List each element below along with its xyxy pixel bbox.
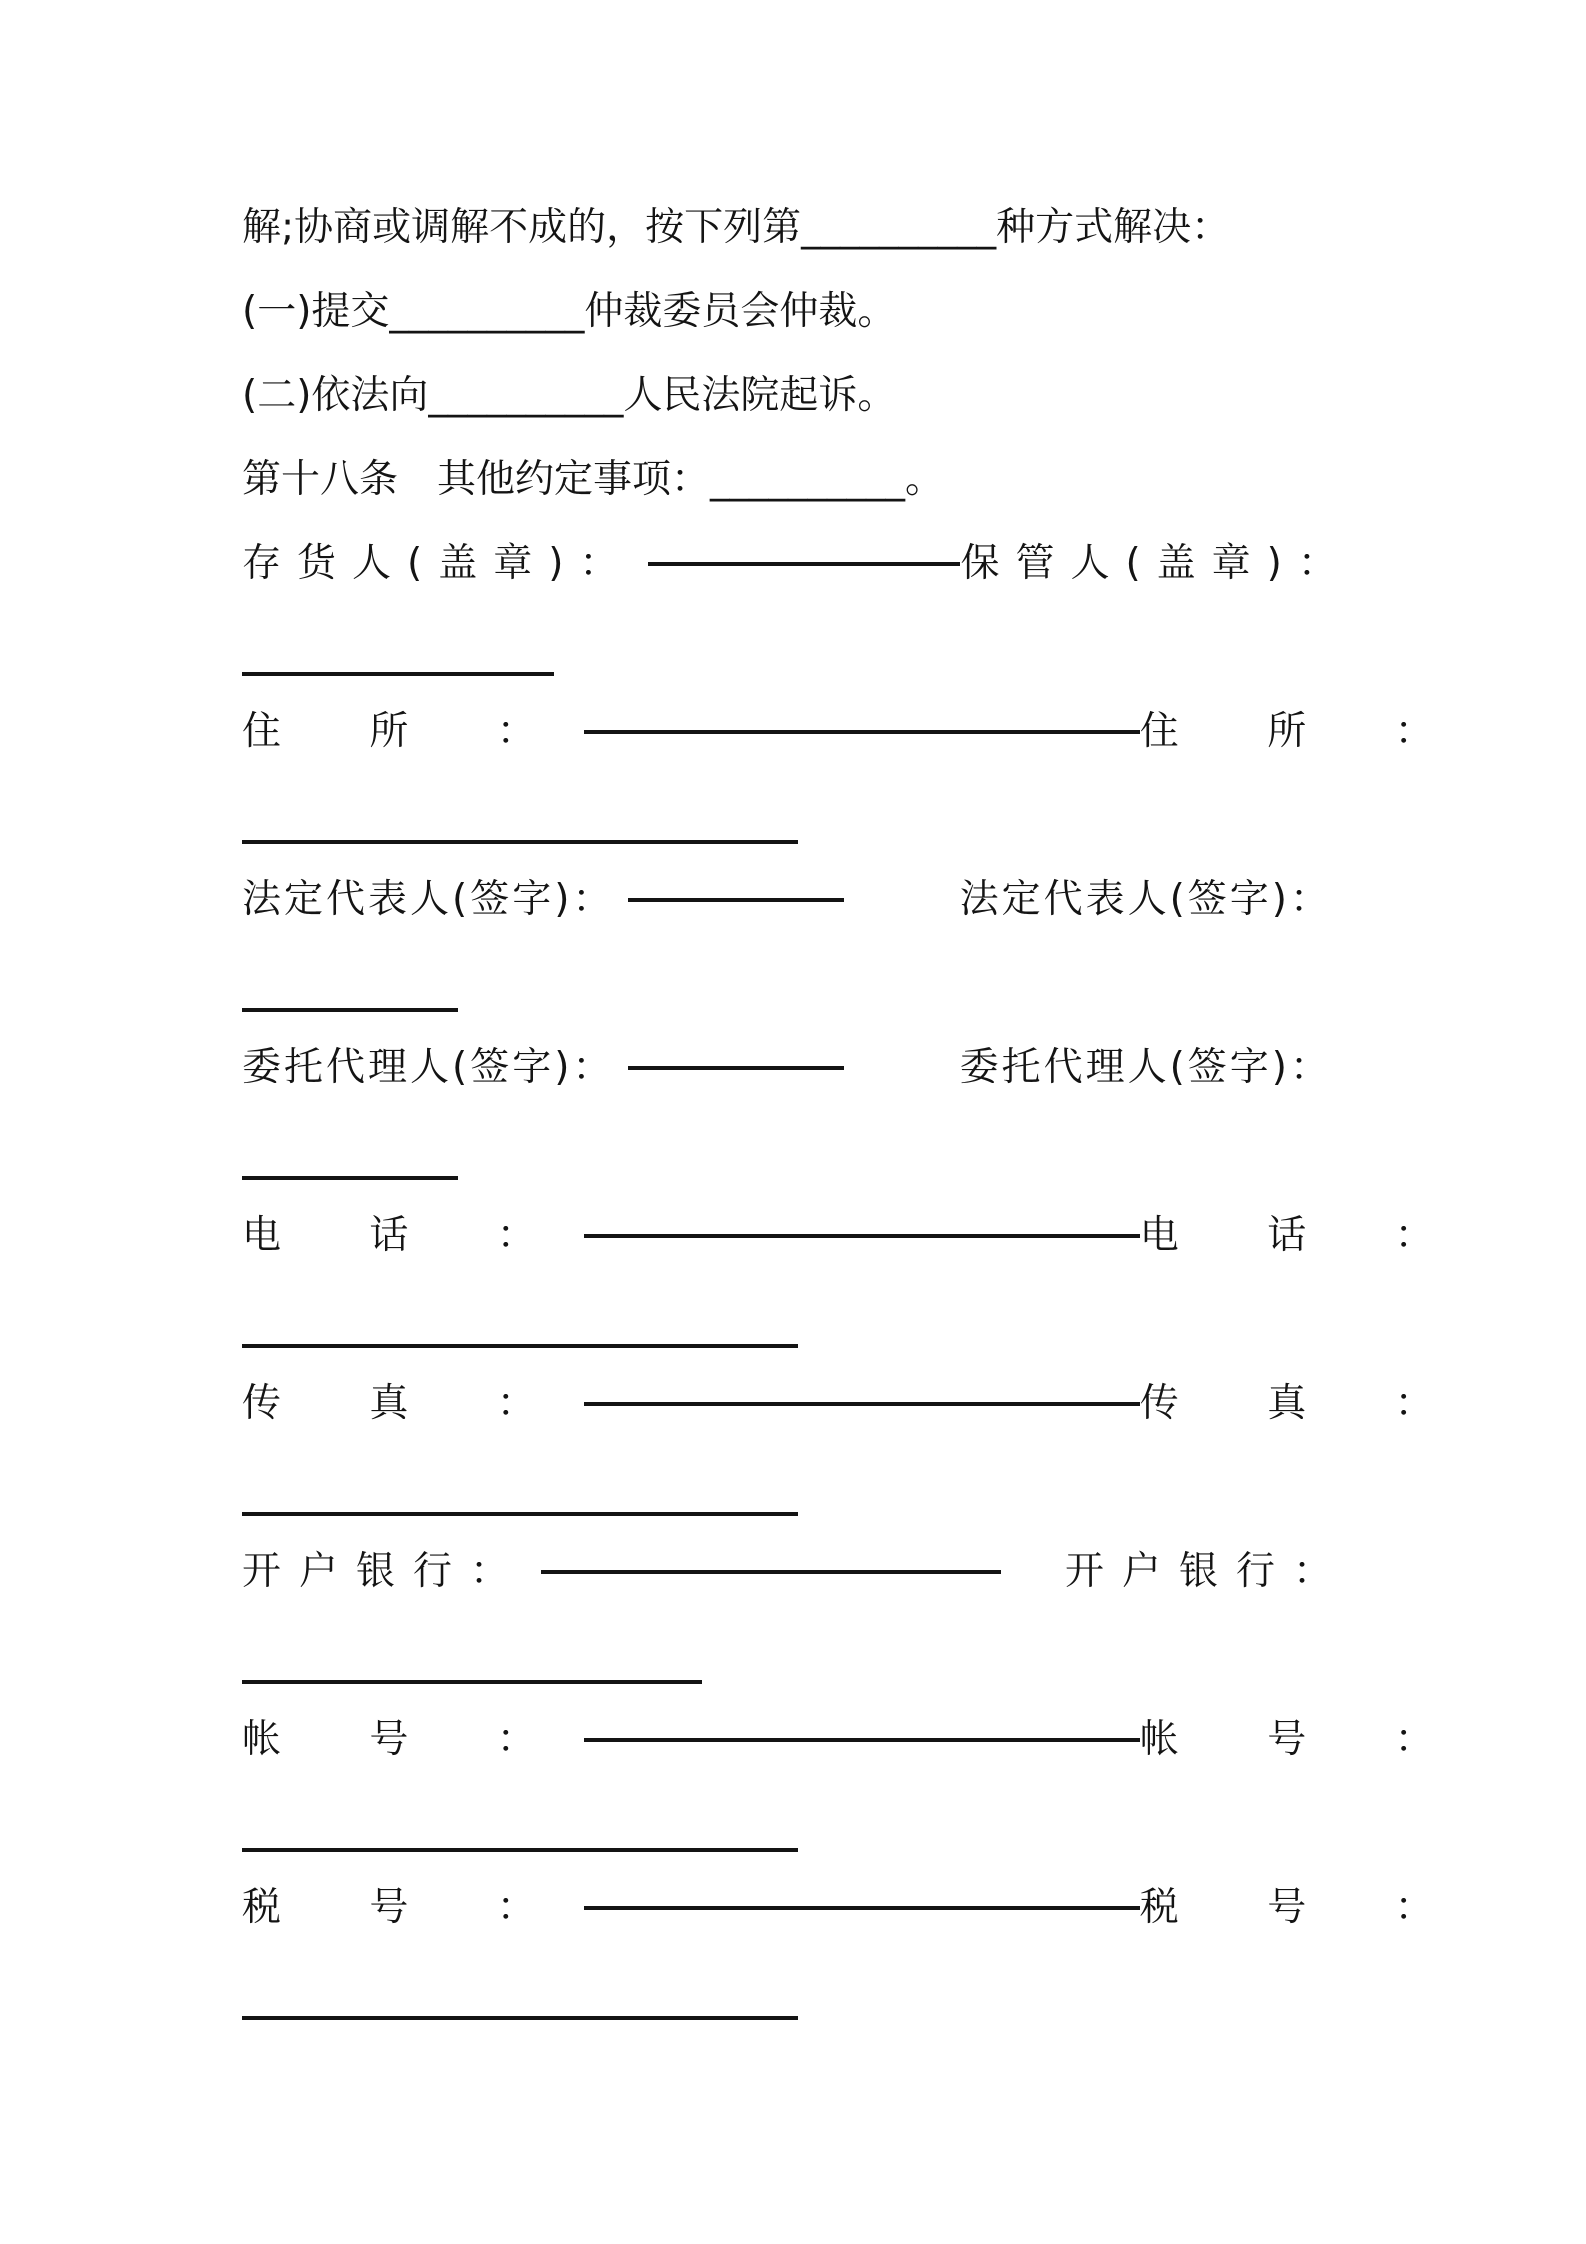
bank-label-right: 开户银行：	[1064, 1549, 1350, 1594]
account-blank-right	[242, 1848, 798, 1852]
article-18-other-terms: 第十八条 其他约定事项：__________。	[242, 457, 945, 502]
address-blank-left	[584, 730, 1140, 734]
bank-blank-right	[242, 1680, 702, 1684]
seal-row	[242, 536, 1353, 592]
agent-blank-right	[242, 1176, 458, 1180]
legal-rep-label-left: 法定代表人(签字)：	[242, 877, 615, 922]
custodian-seal-label: 保管人(盖章)：	[960, 541, 1353, 586]
phone-label-left: 电 话 ：	[242, 1213, 574, 1258]
custodian-seal-blank	[242, 672, 554, 676]
legal-rep-label-right: 法定代表人(签字)：	[959, 877, 1332, 922]
tax-row	[242, 1880, 1472, 1936]
agent-label-right: 委托代理人(签字)：	[959, 1045, 1332, 1090]
phone-label-right: 电 话 ：	[1139, 1213, 1472, 1258]
address-row	[242, 704, 1472, 760]
account-row	[242, 1712, 1472, 1768]
legal-rep-row	[242, 872, 1332, 928]
depositor-seal-label: 存货人(盖章)：	[242, 541, 635, 586]
phone-blank-right	[242, 1344, 798, 1348]
arbitration-option: (一)提交__________仲裁委员会仲裁。	[242, 289, 897, 334]
tax-label-left: 税 号 ：	[242, 1885, 574, 1930]
fax-label-right: 传 真 ：	[1139, 1381, 1472, 1426]
account-blank-left	[584, 1738, 1140, 1742]
account-label-left: 帐 号 ：	[242, 1717, 574, 1762]
depositor-seal-blank	[648, 562, 960, 566]
tax-blank-left	[584, 1906, 1140, 1910]
litigation-option: (二)依法向__________人民法院起诉。	[242, 373, 897, 418]
account-label-right: 帐 号 ：	[1139, 1717, 1472, 1762]
dispute-resolution-line: 解;协商或调解不成的，按下列第__________种方式解决：	[242, 205, 1231, 250]
tax-blank-right	[242, 2016, 798, 2020]
agent-blank-left	[628, 1066, 844, 1070]
bank-row	[242, 1544, 1350, 1600]
agent-label-left: 委托代理人(签字)：	[242, 1045, 615, 1090]
address-label-right: 住 所 ：	[1139, 709, 1472, 754]
fax-blank-right	[242, 1512, 798, 1516]
agent-row	[242, 1040, 1332, 1096]
phone-row	[242, 1208, 1472, 1264]
tax-label-right: 税 号 ：	[1139, 1885, 1472, 1930]
bank-label-left: 开户银行：	[242, 1549, 528, 1594]
address-label-left: 住 所 ：	[242, 709, 574, 754]
fax-row	[242, 1376, 1472, 1432]
fax-blank-left	[584, 1402, 1140, 1406]
legal-rep-blank-left	[628, 898, 844, 902]
address-blank-right	[242, 840, 798, 844]
phone-blank-left	[584, 1234, 1140, 1238]
legal-rep-blank-right	[242, 1008, 458, 1012]
bank-blank-left	[541, 1570, 1001, 1574]
fax-label-left: 传 真 ：	[242, 1381, 574, 1426]
